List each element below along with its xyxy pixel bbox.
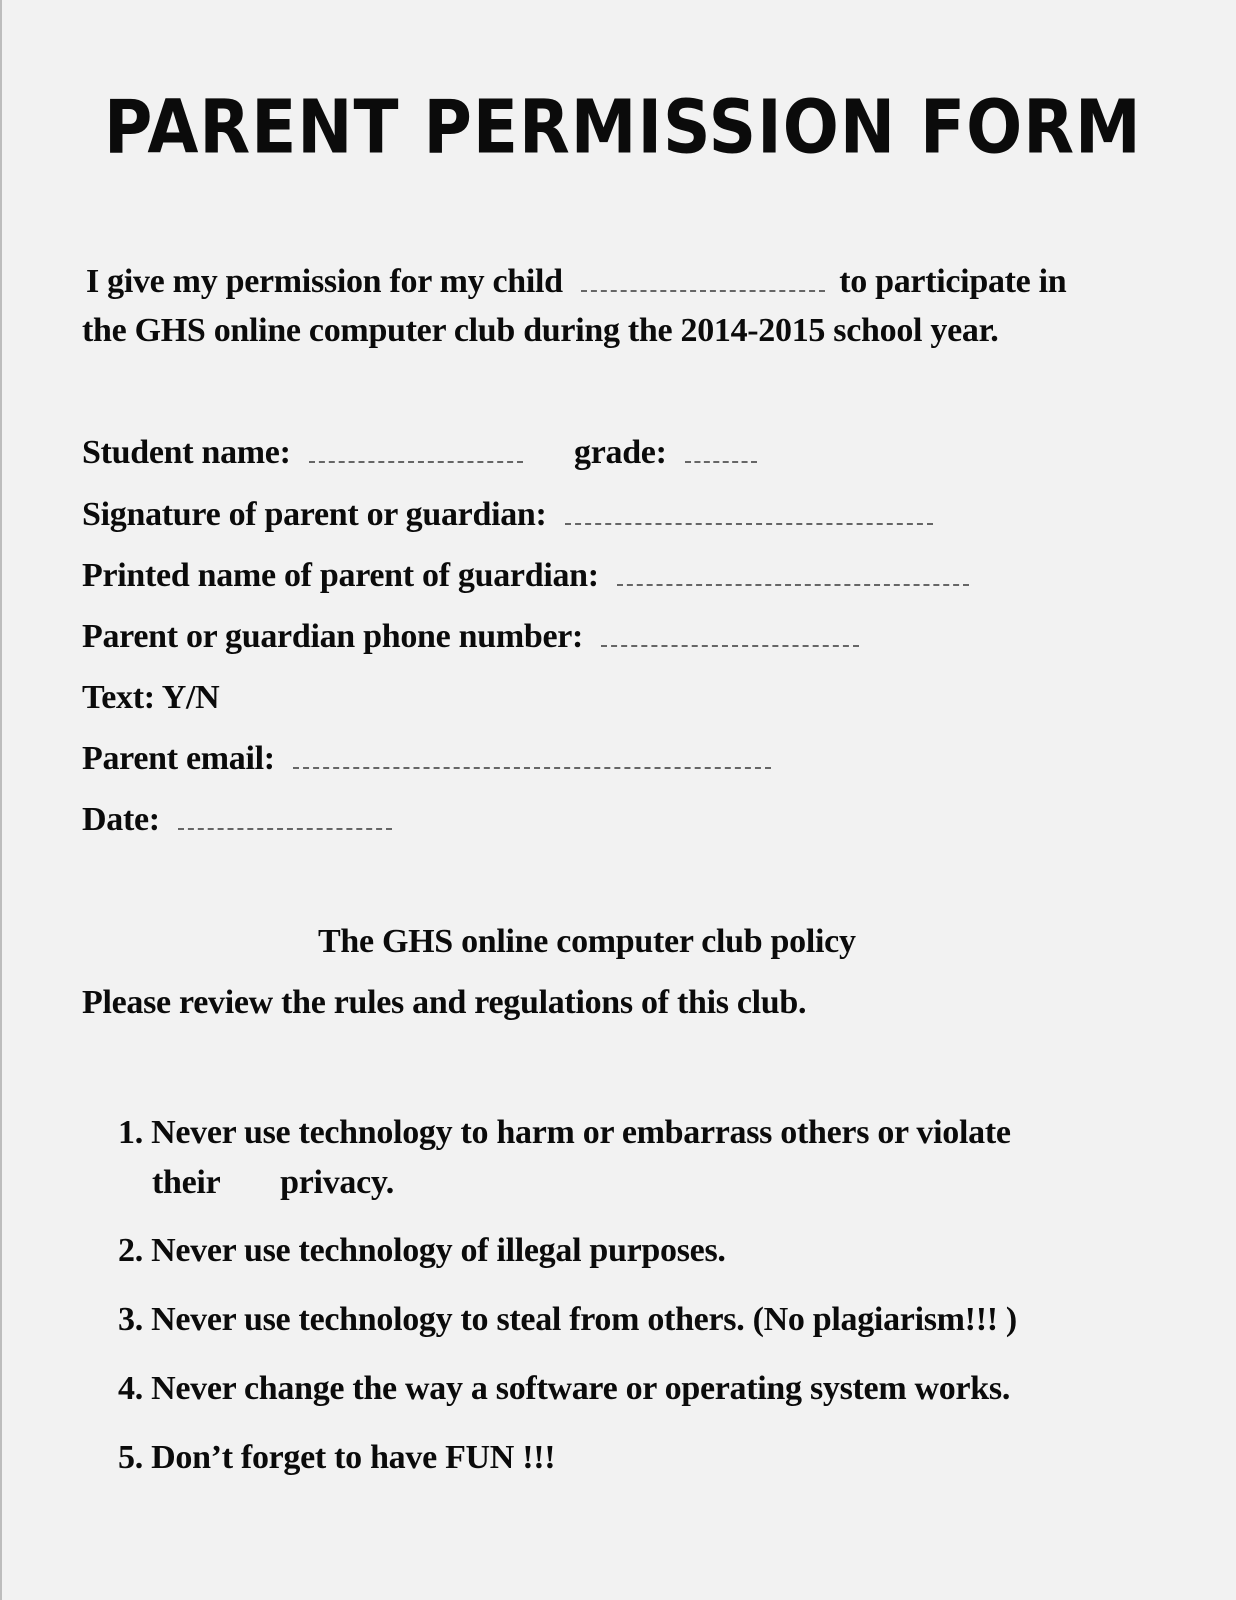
policy-heading: The GHS online computer club policy bbox=[318, 923, 856, 960]
email-row bbox=[82, 739, 771, 780]
rule-text-part: privacy. bbox=[280, 1164, 394, 1201]
grade-field[interactable] bbox=[685, 439, 757, 463]
grade-label: grade: bbox=[574, 434, 667, 471]
phone-row bbox=[82, 617, 859, 658]
text-yn-label: Text: Y/N bbox=[82, 679, 220, 716]
printed-name-field[interactable] bbox=[617, 562, 969, 586]
rule-2 bbox=[118, 1231, 726, 1272]
student-name-row bbox=[82, 433, 523, 474]
signature-field[interactable] bbox=[565, 501, 933, 525]
rule-number: 1. bbox=[118, 1114, 143, 1151]
form-title: PARENT PERMISSION FORM bbox=[104, 84, 1142, 171]
policy-intro: Please review the rules and regulations of this club. bbox=[82, 984, 807, 1021]
signature-row bbox=[82, 495, 933, 536]
rule-text: Never use technology of illegal purposes. bbox=[151, 1232, 726, 1269]
date-label: Date: bbox=[82, 801, 160, 838]
printed-name-row bbox=[82, 556, 969, 597]
rule-number: 5. bbox=[118, 1439, 143, 1476]
rule-3 bbox=[118, 1300, 1017, 1341]
rule-5 bbox=[118, 1438, 555, 1479]
rule-number: 2. bbox=[118, 1232, 143, 1269]
email-label: Parent email: bbox=[82, 740, 275, 777]
rule-text: Never change the way a software or operating system works. bbox=[151, 1370, 1011, 1407]
permission-line-1-end: to participate in bbox=[839, 263, 1067, 300]
rule-number: 3. bbox=[118, 1301, 143, 1338]
rule-1-line-1 bbox=[118, 1113, 1011, 1154]
rule-4 bbox=[118, 1369, 1010, 1410]
permission-line-2: the GHS online computer club during the 2014-2015 school year. bbox=[82, 312, 999, 349]
rule-number: 4. bbox=[118, 1370, 143, 1407]
permission-line-1 bbox=[86, 262, 1066, 303]
permission-line-1-start: I give my permission for my child bbox=[86, 263, 563, 300]
rule-text: Don’t forget to have FUN !!! bbox=[151, 1439, 556, 1476]
email-field[interactable] bbox=[293, 745, 771, 769]
grade-row bbox=[574, 433, 757, 474]
date-row bbox=[82, 800, 392, 841]
rule-text-part: their bbox=[152, 1164, 220, 1201]
date-field[interactable] bbox=[178, 806, 392, 830]
phone-label: Parent or guardian phone number: bbox=[82, 618, 584, 655]
student-name-label: Student name: bbox=[82, 434, 291, 471]
rule-text: Never use technology to harm or embarrass others or violate bbox=[151, 1114, 1011, 1151]
printed-name-label: Printed name of parent of guardian: bbox=[82, 557, 599, 594]
student-name-field[interactable] bbox=[309, 439, 523, 463]
phone-field[interactable] bbox=[601, 623, 859, 647]
rule-1-line-2 bbox=[152, 1163, 394, 1204]
rule-text: Never use technology to steal from others. (No plagiarism!!! ) bbox=[151, 1301, 1017, 1338]
child-name-field[interactable] bbox=[581, 268, 825, 292]
signature-label: Signature of parent or guardian: bbox=[82, 496, 547, 533]
page-edge bbox=[0, 0, 2, 1600]
